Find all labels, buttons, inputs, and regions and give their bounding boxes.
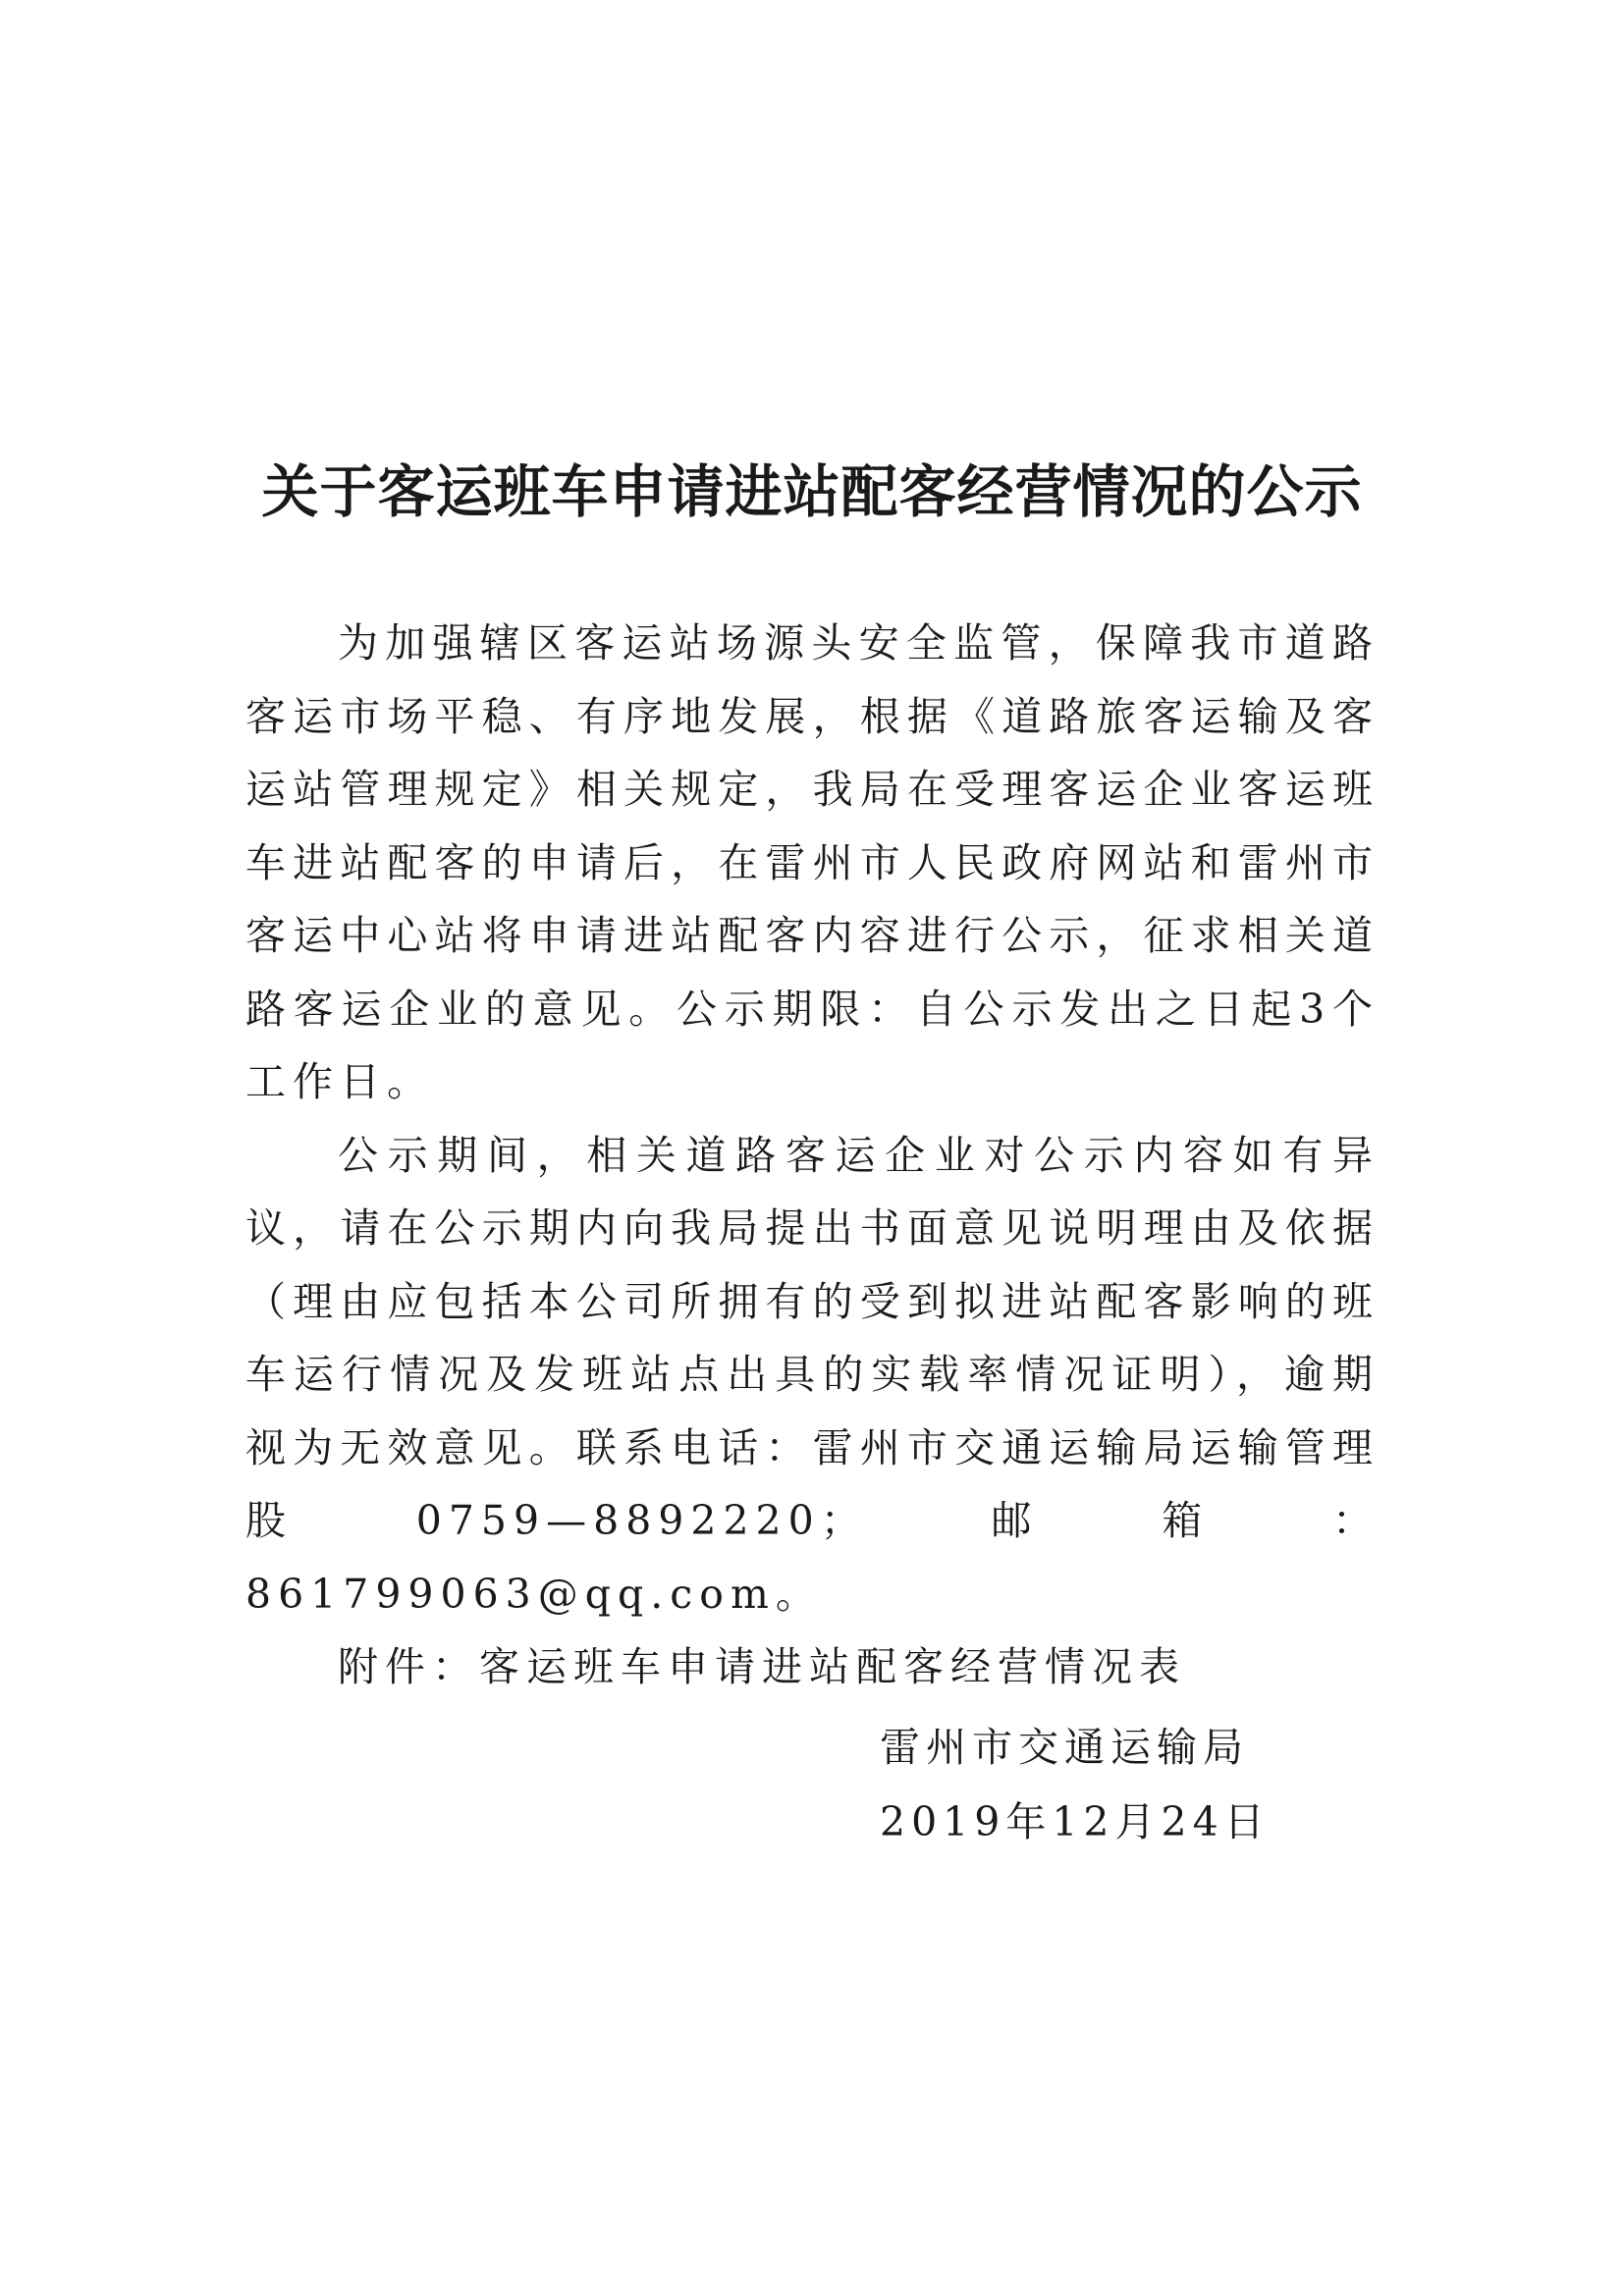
- signature-date: 2019年12月24日: [880, 1798, 1271, 1845]
- paragraph-intro: 为加强辖区客运站场源头安全监管，保障我市道路客运市场平稳、有序地发展，根据《道路旅客运输及客运站管理规定》相关规定，我局在受理客运企业客运班车进站配客的申请后，在雷州市人民政府网站和雷州市客运中心站将申请进站配客内容进行公示，征求相关道路客运企业的意见。公示期限：自公示发出之日起3个工作日。: [245, 619, 1380, 1105]
- signature-block: [880, 1710, 1271, 1859]
- document-body: [245, 607, 1380, 1704]
- document-title: 关于客运班车申请进站配客经营情况的公示: [261, 458, 1363, 525]
- signature-organization: 雷州市交通运输局: [880, 1724, 1249, 1771]
- paragraph-attachment: 附件：客运班车申请进站配客经营情况表: [338, 1643, 1186, 1690]
- paragraph-objection: 公示期间，相关道路客运企业对公示内容如有异议，请在公示期内向我局提出书面意见说明理由及依据（理由应包括本公司所拥有的受到拟进站配客影响的班车运行情况及发班站点出具的实载率情况证明），逾期视为无效意见。联系电话：雷州市交通运输局运输管理股0759—8892220；邮箱：861799063@qq.com。: [245, 1131, 1380, 1618]
